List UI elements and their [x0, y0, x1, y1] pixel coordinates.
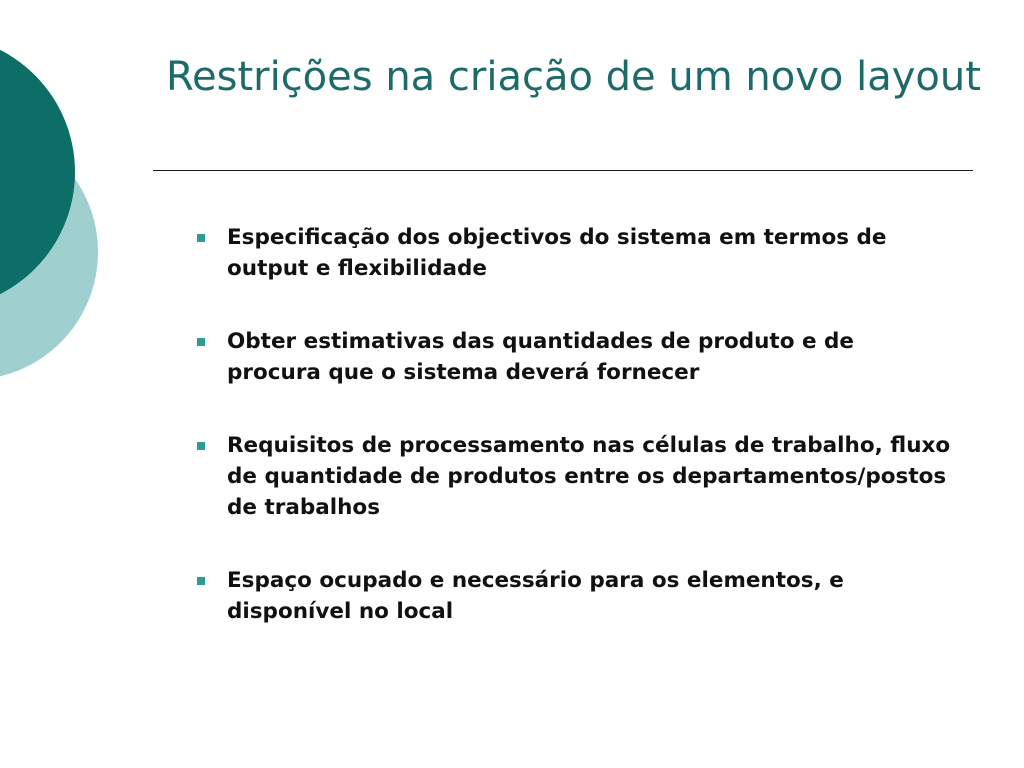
bullet-item	[195, 222, 955, 284]
square-bullet-icon	[197, 234, 205, 242]
title-underline	[153, 170, 973, 171]
square-bullet-icon	[197, 338, 205, 346]
bullet-item	[195, 430, 955, 523]
square-bullet-icon	[197, 442, 205, 450]
bullet-list	[195, 222, 955, 669]
bullet-text: Requisitos de processamento nas células de trabalho, fluxo de quantidade de produtos entre os departamentos/postos de trabalhos	[227, 433, 951, 520]
bullet-text: Especificação dos objectivos do sistema em termos de output e flexibilidade	[227, 225, 887, 281]
bullet-item	[195, 565, 955, 627]
slide-title: Restrições na criação de um novo layout	[166, 54, 981, 100]
square-bullet-icon	[197, 577, 205, 585]
bullet-item	[195, 326, 955, 388]
decorative-circles	[0, 0, 110, 420]
bullet-text: Espaço ocupado e necessário para os elementos, e disponível no local	[227, 568, 844, 624]
bullet-text: Obter estimativas das quantidades de produto e de procura que o sistema deverá fornecer	[227, 329, 854, 385]
